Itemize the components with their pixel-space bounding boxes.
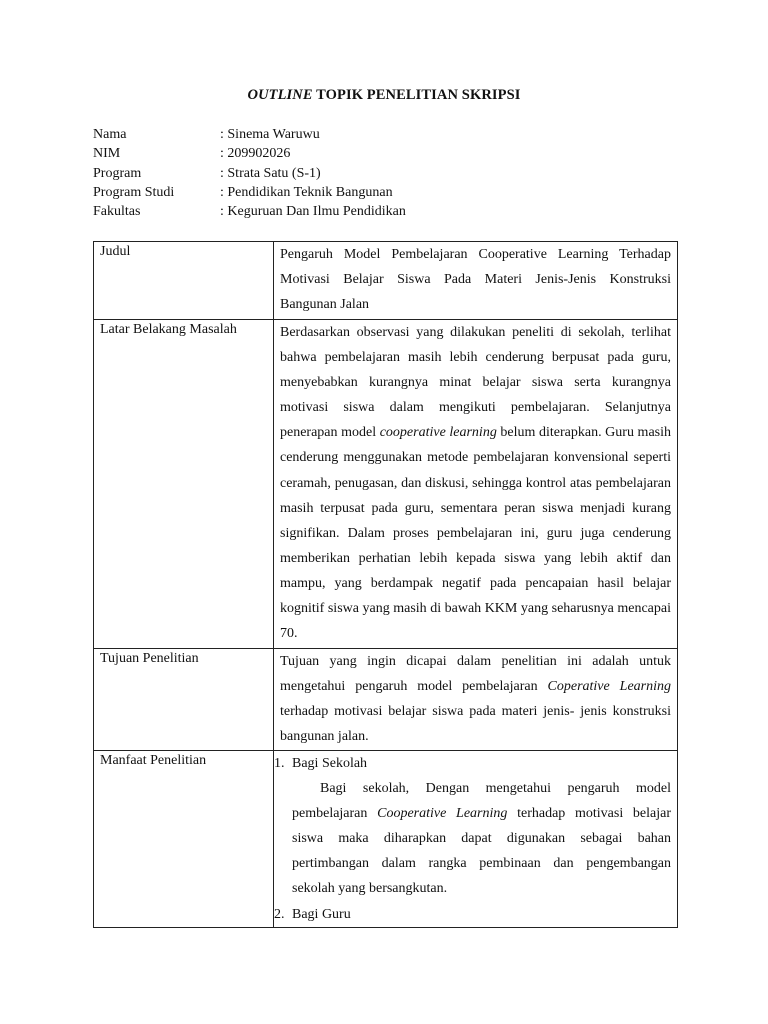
table-row-manfaat — [94, 751, 678, 928]
table-row-tujuan — [94, 649, 678, 751]
title-rest: TOPIK PENELITIAN SKRIPSI — [312, 87, 521, 103]
bagi-sekolah-italic: Cooperative Learning — [377, 806, 508, 822]
identity-value: : Keguruan Dan Ilmu Pendidikan — [220, 204, 406, 220]
bagi-sekolah-text — [280, 776, 671, 901]
row-label: Manfaat Penelitian — [100, 753, 207, 768]
row-content-cell — [274, 751, 678, 928]
table-row-latar-belakang — [94, 320, 678, 649]
latar-text — [280, 320, 671, 646]
tujuan-text-italic: Coperative Learning — [547, 679, 672, 695]
identity-label: Program Studi — [93, 184, 175, 200]
identity-row-program — [93, 164, 693, 183]
row-label: Tujuan Penelitian — [100, 651, 199, 666]
latar-text-b: belum diterapkan. Guru masih cenderung menggunakan metode pembelajaran konvensional seperti ceramah, penugasan, dan diskusi, sehingga kontrol atas pembelajaran masih terpusat pada guru, sementara peran siswa menjadi kurang signifikan. Dalam proses pembelajaran ini, guru juga cenderung memberikan perhatian lebih kepada siswa yang lebih aktif dan mampu, yang berdampak negatif pada pencapaian hasil belajar kognitif siswa yang masih di bawah KKM yang seharusnya mencapai 70. — [280, 425, 671, 642]
title-italic-part: OUTLINE — [247, 87, 313, 103]
document-title — [0, 87, 768, 104]
tujuan-text — [280, 649, 671, 749]
identity-value: : Strata Satu (S-1) — [220, 165, 321, 181]
identity-row-fakultas — [93, 202, 693, 221]
row-content-cell — [274, 320, 678, 649]
identity-value: : 209902026 — [220, 146, 291, 162]
identity-value: : Sinema Waruwu — [220, 127, 320, 142]
identity-label: Program — [93, 165, 142, 181]
outline-table — [93, 241, 678, 928]
identity-row-nama — [93, 125, 693, 144]
list-item-bagi-sekolah — [274, 751, 671, 776]
identity-label: Fakultas — [93, 204, 141, 220]
list-heading: Bagi Sekolah — [292, 756, 368, 771]
table-row-judul — [94, 242, 678, 320]
tujuan-text-b: terhadap motivasi belajar siswa pada materi jenis- jenis konstruksi bangunan jalan. — [280, 704, 671, 745]
bagi-sekolah-text-b: terhadap motivasi belajar siswa maka diharapkan dapat digunakan sebagai bahan pertimbangan dalam rangka pembinaan dan pengembangan sekolah yang bersangkutan. — [292, 806, 672, 897]
row-label: Judul — [100, 244, 131, 259]
list-number: 1. — [274, 756, 285, 771]
tujuan-text-a: Tujuan yang ingin dicapai dalam penelitian ini adalah untuk mengetahui pengaruh model pembelajaran — [280, 654, 671, 695]
row-label-cell — [94, 751, 274, 928]
row-label-cell — [94, 320, 274, 649]
row-content-cell — [274, 649, 678, 751]
list-number: 2. — [274, 906, 285, 922]
row-label-cell — [94, 649, 274, 751]
row-content-cell — [274, 242, 678, 320]
bagi-sekolah-text-a: Bagi sekolah, Dengan mengetahui pengaruh model pembelajaran — [292, 781, 671, 822]
latar-text-italic: cooperative learning — [379, 425, 497, 441]
latar-text-a: Berdasarkan observasi yang dilakukan peneliti di sekolah, terlihat bahwa pembelajaran masih lebih cenderung berpusat pada guru, menyebabkan kurangnya minat belajar siswa serta kurangnya motivasi siswa dalam mengikuti pembelajaran. Selanjutnya penerapan model — [280, 325, 671, 441]
row-label-cell — [94, 242, 274, 320]
list-heading: Bagi Guru — [292, 906, 351, 922]
identity-row-program-studi — [93, 183, 693, 202]
row-label: Latar Belakang Masalah — [100, 322, 237, 337]
judul-text: Pengaruh Model Pembelajaran Cooperative Learning Terhadap Motivasi Belajar Siswa Pada Materi Jenis-Jenis Konstruksi Bangunan Jalan — [280, 247, 671, 313]
list-item-bagi-guru — [274, 902, 671, 927]
identity-row-nim — [93, 144, 693, 163]
identity-label: Nama — [93, 127, 127, 142]
identity-label: NIM — [93, 146, 121, 162]
identity-block — [93, 125, 693, 221]
identity-value: : Pendidikan Teknik Bangunan — [220, 184, 393, 200]
